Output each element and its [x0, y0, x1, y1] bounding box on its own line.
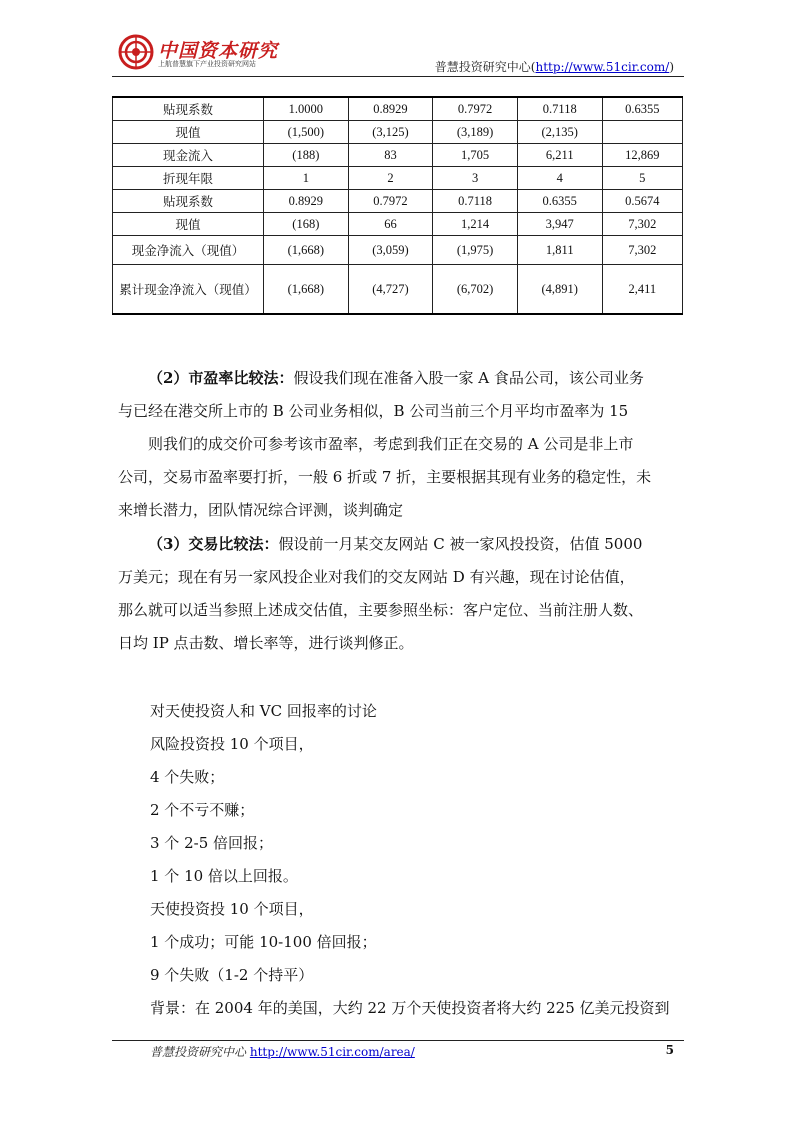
table-cell: 0.7118: [433, 190, 518, 213]
discussion-line: 2 个不亏不赚；: [150, 801, 255, 819]
table-cell: 2: [348, 167, 433, 190]
table-cell: 0.6355: [517, 190, 602, 213]
table-row-label: 现金流入: [113, 144, 264, 167]
table-cell: 7,302: [602, 236, 682, 265]
table-row-label: 现金净流入（现值）: [113, 236, 264, 265]
table-cell: 5: [602, 167, 682, 190]
table-cell: 1.0000: [264, 97, 349, 121]
page-number: 5: [665, 1043, 674, 1057]
footer-link[interactable]: http://www.51cir.com/area/: [249, 1045, 415, 1059]
table-cell: 12,869: [602, 144, 682, 167]
table-cell: 4: [517, 167, 602, 190]
table-cell: 0.5674: [602, 190, 682, 213]
table-row-label: 折现年限: [113, 167, 264, 190]
section-trade-line2: 万美元；现在有另一家风投企业对我们的交友网站 D 有兴趣，现在讨论估值，: [118, 568, 635, 586]
discussion-line: 3 个 2-5 倍回报；: [150, 834, 274, 852]
discussion-line: 4 个失败；: [150, 768, 225, 786]
table-cell: 3: [433, 167, 518, 190]
table-cell: 0.6355: [602, 97, 682, 121]
table-cell: (4,891): [517, 265, 602, 315]
section-trade-line3: 那么就可以适当参照上述成交估值，主要参照坐标：客户定位、当前注册人数、: [118, 601, 644, 619]
section-pe-line5: 来增长潜力，团队情况综合评测，谈判确定: [118, 501, 404, 519]
logo-globe-icon: [118, 34, 154, 70]
table-cell: 0.8929: [348, 97, 433, 121]
table-cell: (3,125): [348, 121, 433, 144]
section-pe-line2: 与已经在港交所上市的 B 公司业务相似，B 公司当前三个月平均市盈率为 15: [118, 402, 629, 420]
table-cell: 3,947: [517, 213, 602, 236]
logo-brand: 中国资本研究: [158, 40, 279, 62]
table-cell: 0.7118: [517, 97, 602, 121]
section-pe-line1: 假设我们现在准备入股一家 A 食品公司，该公司业务: [293, 369, 644, 387]
table-cell: (1,668): [264, 236, 349, 265]
discussion-line: 风险投资投 10 个项目，: [150, 735, 314, 753]
section-trade-title: （3）交易比较法：: [148, 535, 279, 553]
table-cell: (6,702): [433, 265, 518, 315]
footer-info: [150, 1043, 415, 1060]
table-cell: 2,411: [602, 265, 682, 315]
header-divider: [112, 76, 684, 77]
table-row: [113, 144, 683, 167]
header-center-name: 普慧投资研究中心: [434, 60, 531, 74]
footer-divider: [112, 1040, 684, 1041]
table-row: [113, 190, 683, 213]
table-cell: (2,135): [517, 121, 602, 144]
table-cell: (4,727): [348, 265, 433, 315]
section-trade-line1: 假设前一月某交友网站 C 被一家风投投资，估值 5000: [278, 535, 643, 553]
footer-center-name: 普慧投资研究中心: [150, 1045, 247, 1059]
section-pe-ratio: [118, 362, 678, 527]
table-row: [113, 213, 683, 236]
discussion-line: 对天使投资人和 VC 回报率的讨论: [150, 702, 377, 720]
table-cell: 1,705: [433, 144, 518, 167]
table-row: [113, 121, 683, 144]
table-cell: (188): [264, 144, 349, 167]
discussion-line: 天使投资投 10 个项目，: [150, 900, 314, 918]
table-row: [113, 167, 683, 190]
table-cell: 6,211: [517, 144, 602, 167]
table-cell: (3,059): [348, 236, 433, 265]
table-cell: (1,975): [433, 236, 518, 265]
return-discussion: [150, 695, 670, 1025]
table-row-label: 贴现系数: [113, 190, 264, 213]
table-row: [113, 265, 683, 315]
discussion-line: 1 个 10 倍以上回报。: [150, 867, 298, 885]
table-cell: (1,668): [264, 265, 349, 315]
table-cell: 1,214: [433, 213, 518, 236]
table-cell: (168): [264, 213, 349, 236]
table-row-label: 现值: [113, 213, 264, 236]
header-paren-close: ): [669, 60, 674, 74]
table-cell: (1,500): [264, 121, 349, 144]
table-cell: 1: [264, 167, 349, 190]
table-cell: 0.7972: [348, 190, 433, 213]
header-link[interactable]: http://www.51cir.com/: [535, 60, 670, 74]
logo: [118, 34, 298, 74]
table-row: [113, 236, 683, 265]
table-cell: [602, 121, 682, 144]
discussion-line: 1 个成功；可能 10-100 倍回报；: [150, 933, 377, 951]
table-row-label: 累计现金净流入（现值）: [113, 265, 264, 315]
table-cell: 83: [348, 144, 433, 167]
table-row-label: 现值: [113, 121, 264, 144]
table-cell: 7,302: [602, 213, 682, 236]
table-cell: 66: [348, 213, 433, 236]
section-trade-comparison: [118, 528, 678, 660]
section-pe-line3: 则我们的成交价可参考该市盈率，考虑到我们正在交易的 A 公司是非上市: [148, 435, 634, 453]
section-pe-line4: 公司，交易市盈率要打折，一般 6 折或 7 折，主要根据其现有业务的稳定性，未: [118, 468, 652, 486]
header-center-info: [435, 58, 674, 75]
discussion-line: 9 个失败（1-2 个持平）: [150, 966, 314, 984]
section-trade-line4: 日均 IP 点击数、增长率等，进行谈判修正。: [118, 634, 414, 652]
section-pe-title: （2）市盈率比较法：: [148, 369, 294, 387]
table-row: [113, 97, 683, 121]
logo-tagline: 上航普慧旗下产业投资研究网站: [158, 60, 256, 68]
table-row-label: 贴现系数: [113, 97, 264, 121]
discussion-background: 背景：在 2004 年的美国，大约 22 万个天使投资者将大约 225 亿美元投资到: [150, 999, 670, 1017]
table-cell: 0.8929: [264, 190, 349, 213]
table-cell: (3,189): [433, 121, 518, 144]
header-paren-open: (: [530, 60, 536, 74]
table-cell: 0.7972: [433, 97, 518, 121]
table-cell: 1,811: [517, 236, 602, 265]
cash-flow-table: [112, 96, 683, 315]
